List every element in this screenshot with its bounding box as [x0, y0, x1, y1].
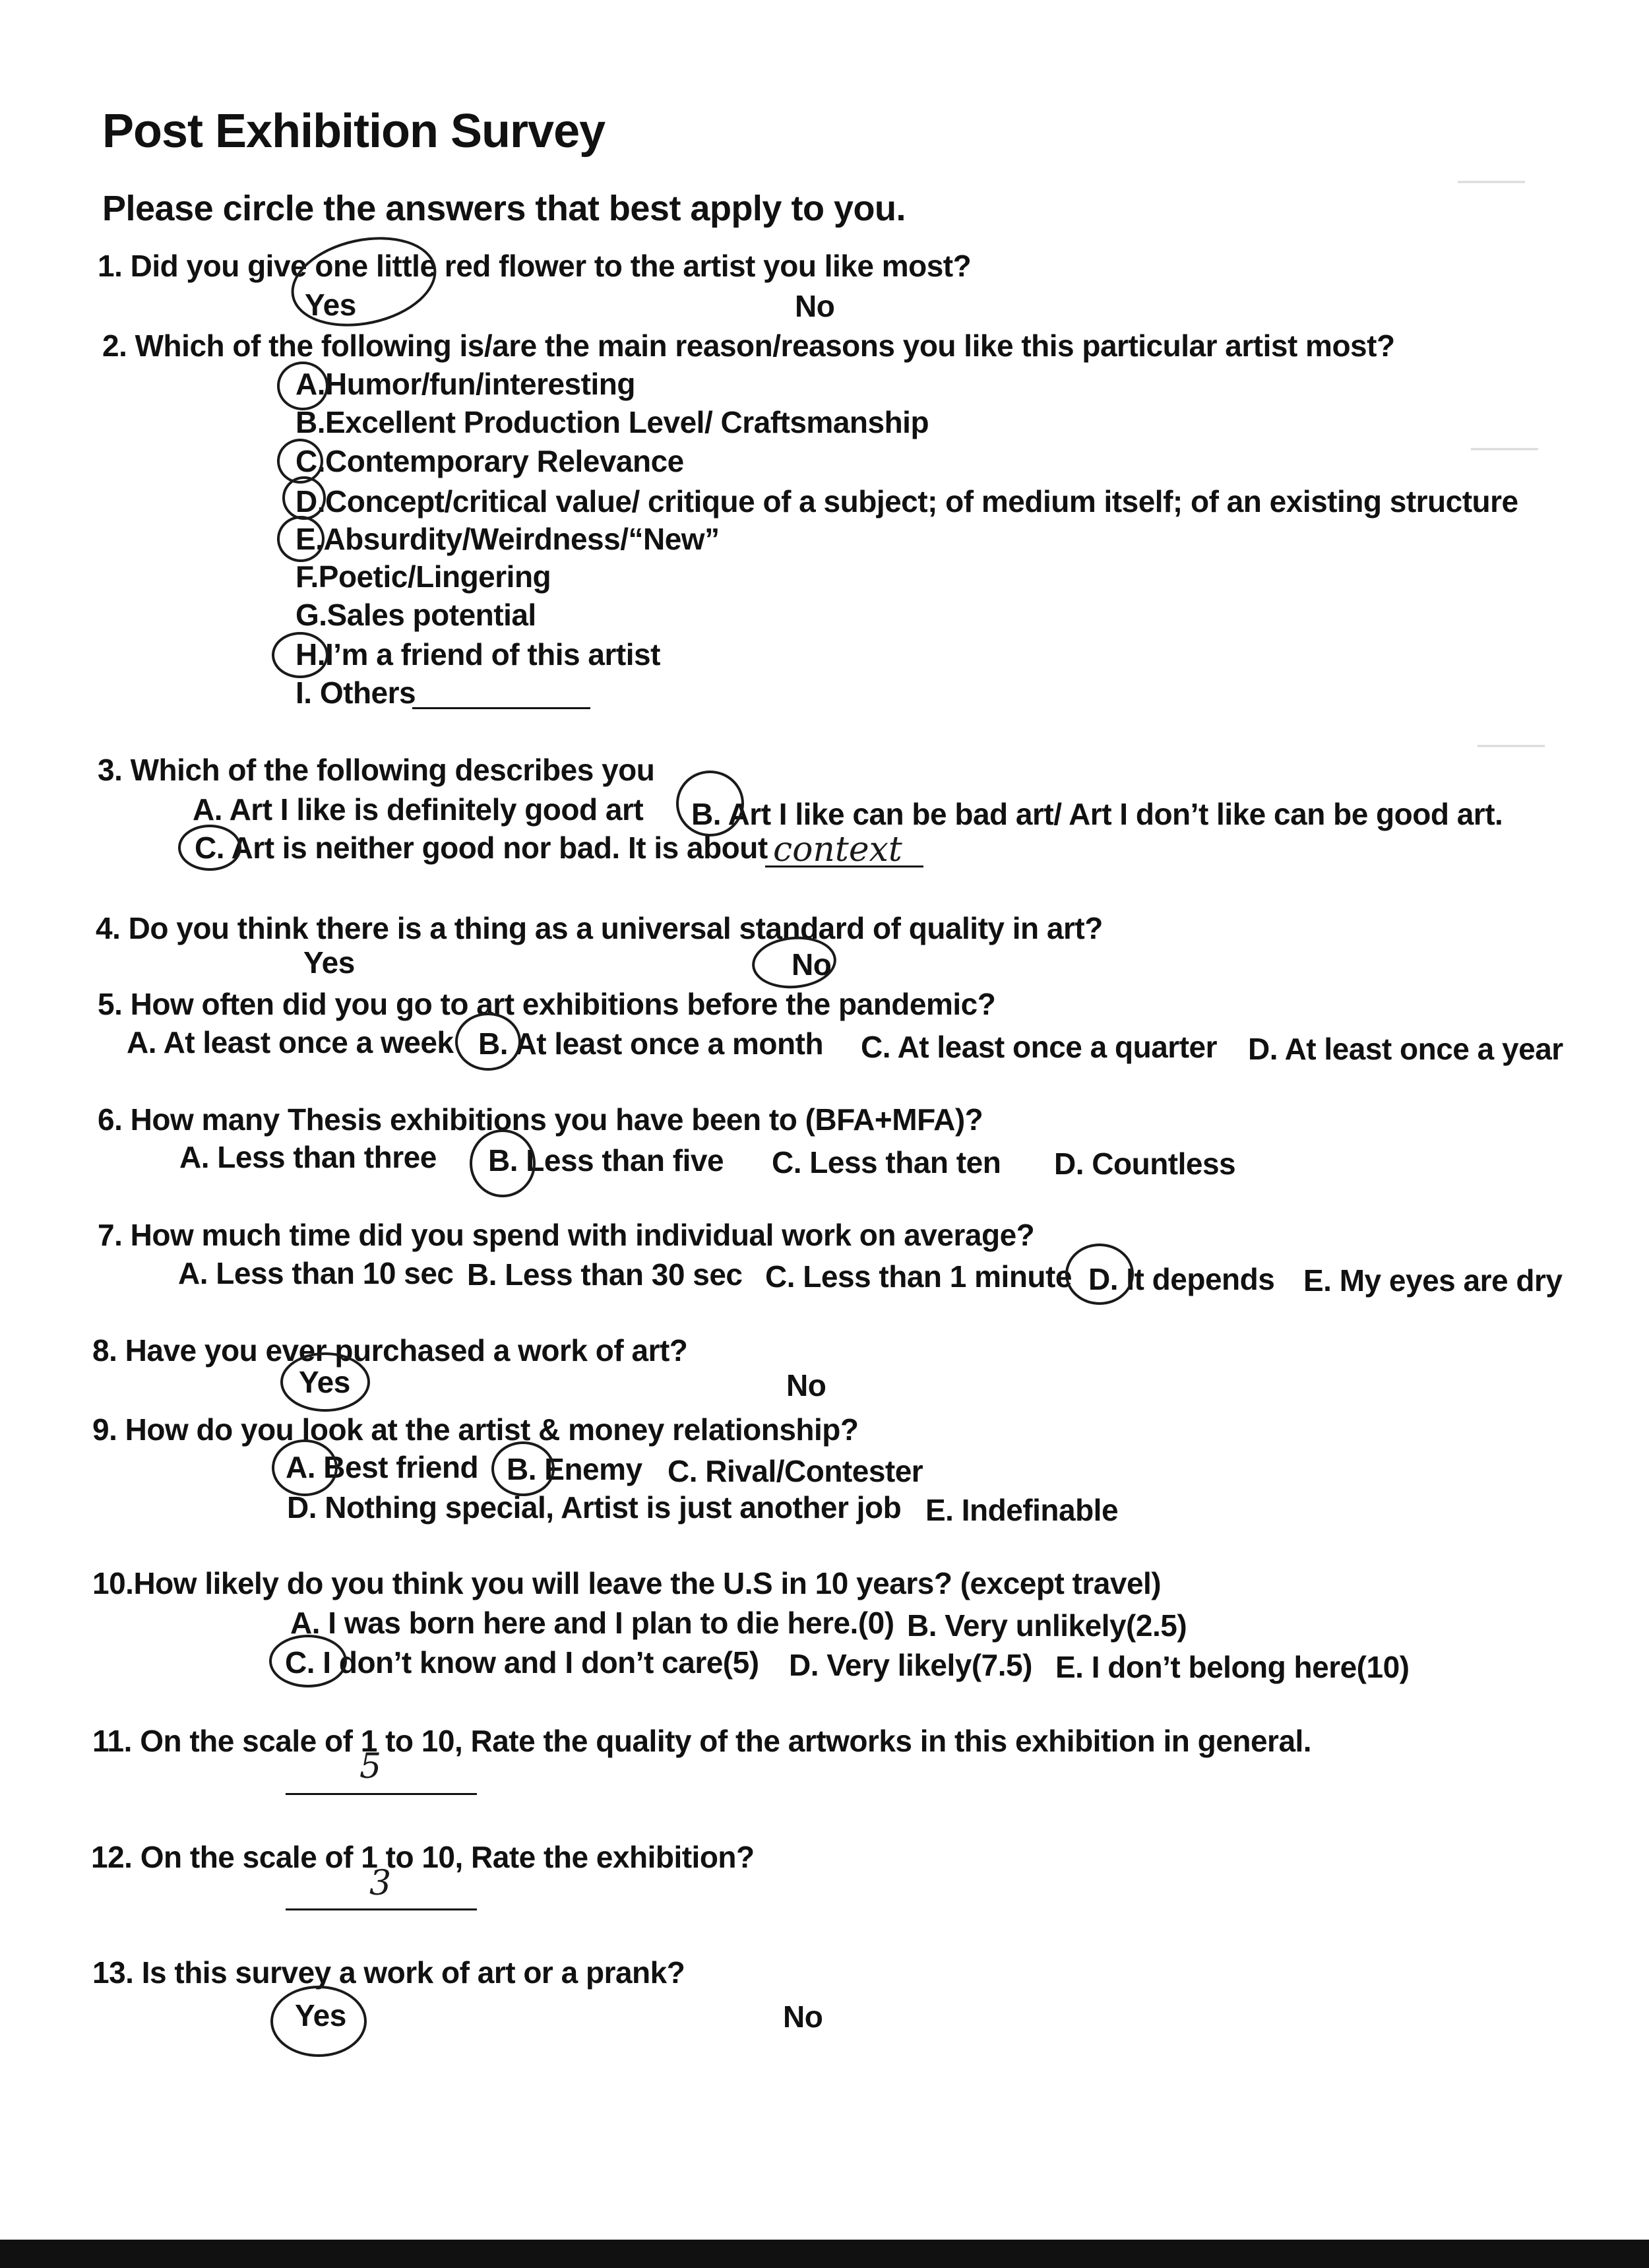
q6-option-a[interactable]: A. Less than three — [179, 1140, 437, 1174]
q6-option-c[interactable]: C. Less than ten — [772, 1145, 1001, 1180]
q9-option-b[interactable]: B. Enemy — [507, 1452, 642, 1486]
q5-option-c[interactable]: C. At least once a quarter — [861, 1030, 1218, 1064]
q7-option-a[interactable]: A. Less than 10 sec — [178, 1256, 454, 1290]
q2-option-h[interactable]: H.I’m a friend of this artist — [296, 637, 660, 672]
q9-option-d[interactable]: D. Nothing special, Artist is just another job — [287, 1490, 902, 1525]
q3-b-circle — [676, 771, 744, 836]
q7-d-circle — [1065, 1244, 1134, 1305]
q2-a-circle — [277, 362, 328, 410]
bleed-through-text: ——— — [1478, 732, 1545, 757]
q1-option-no[interactable]: No — [795, 289, 835, 323]
q11-answer-blank[interactable] — [286, 1793, 477, 1795]
q13-option-no[interactable]: No — [783, 2000, 823, 2034]
q5-option-a[interactable]: A. At least once a week — [127, 1025, 454, 1059]
q4-option-yes[interactable]: Yes — [303, 945, 355, 980]
question-2: 2. Which of the following is/are the main reason/reasons you like this particular artist most? — [102, 329, 1395, 363]
q3-option-a[interactable]: A. Art I like is definitely good art — [193, 792, 644, 827]
q10-option-d[interactable]: D. Very likely(7.5) — [789, 1648, 1032, 1682]
q7-option-d[interactable]: D. It depends — [1088, 1262, 1275, 1296]
q12-answer-blank[interactable] — [286, 1908, 477, 1910]
q10-option-b[interactable]: B. Very unlikely(2.5) — [907, 1608, 1187, 1643]
q11-handwritten-answer: 5 — [359, 1747, 382, 1786]
q10-option-c[interactable]: C. I don’t know and I don’t care(5) — [285, 1645, 759, 1680]
bleed-through-text: ——— — [1458, 168, 1525, 193]
q2-option-i[interactable]: I. Others — [296, 676, 416, 710]
survey-title: Post Exhibition Survey — [102, 105, 606, 158]
q1-option-yes[interactable]: Yes — [305, 288, 356, 322]
question-4: 4. Do you think there is a thing as a universal standard of quality in art? — [96, 911, 1103, 945]
question-5: 5. How often did you go to art exhibitions before the pandemic? — [98, 987, 996, 1021]
q12-handwritten-answer: 3 — [369, 1864, 392, 1903]
q8-option-yes[interactable]: Yes — [299, 1365, 350, 1399]
q3-option-c[interactable]: C. Art is neither good nor bad. It is about — [195, 831, 768, 865]
q2-option-g[interactable]: G.Sales potential — [296, 598, 536, 632]
q9-a-circle — [272, 1439, 338, 1496]
q3-option-b[interactable]: B. Art I like can be bad art/ Art I don’t like can be good art. — [691, 797, 1503, 831]
question-6: 6. How many Thesis exhibitions you have been to (BFA+MFA)? — [98, 1102, 983, 1137]
q2-option-f[interactable]: F.Poetic/Lingering — [296, 559, 551, 594]
q13-answer-circle — [270, 1986, 367, 2057]
q3-context-handwriting: context — [773, 830, 902, 869]
question-1: 1. Did you give one little red flower to the artist you like most? — [98, 249, 972, 283]
q2-option-a[interactable]: A.Humor/fun/interesting — [296, 367, 635, 401]
question-8: 8. Have you ever purchased a work of art? — [92, 1333, 688, 1368]
q10-option-e[interactable]: E. I don’t belong here(10) — [1055, 1650, 1410, 1684]
question-11: 11. On the scale of 1 to 10, Rate the quality of the artworks in this exhibition in general. — [92, 1724, 1312, 1758]
q9-b-circle — [491, 1441, 555, 1496]
question-13: 13. Is this survey a work of art or a prank? — [92, 1955, 685, 1990]
bleed-through-text: ——— — [1471, 435, 1538, 460]
question-10: 10.How likely do you think you will leave the U.S in 10 years? (except travel) — [92, 1566, 1162, 1600]
question-7: 7. How much time did you spend with individual work on average? — [98, 1218, 1035, 1252]
q6-option-d[interactable]: D. Countless — [1054, 1147, 1236, 1181]
q13-option-yes[interactable]: Yes — [295, 1998, 346, 2032]
q9-option-a[interactable]: A. Best friend — [286, 1450, 479, 1484]
q5-b-circle — [455, 1013, 521, 1071]
q6-option-b[interactable]: B. Less than five — [488, 1143, 724, 1178]
survey-instruction: Please circle the answers that best apply to you. — [102, 189, 906, 228]
q7-option-e[interactable]: E. My eyes are dry — [1303, 1263, 1563, 1298]
q2-option-d[interactable]: D.Concept/critical value/ critique of a subject; of medium itself; of an existing structure — [296, 484, 1518, 519]
q3-c-circle — [178, 825, 241, 871]
q10-c-circle — [269, 1635, 347, 1687]
q6-b-circle — [470, 1129, 536, 1197]
q7-option-b[interactable]: B. Less than 30 sec — [467, 1257, 743, 1292]
q5-option-d[interactable]: D. At least once a year — [1248, 1032, 1563, 1066]
scan-edge-bar — [0, 2240, 1649, 2268]
q9-option-c[interactable]: C. Rival/Contester — [668, 1454, 923, 1488]
q2-d-circle — [282, 476, 326, 520]
question-9: 9. How do you look at the artist & money relationship? — [92, 1412, 859, 1447]
q2-option-e[interactable]: E.Absurdity/Weirdness/“New” — [296, 522, 720, 556]
q5-option-b[interactable]: B. At least once a month — [478, 1026, 824, 1061]
q2-h-circle — [272, 632, 328, 678]
question-12: 12. On the scale of 1 to 10, Rate the exhibition? — [91, 1840, 755, 1874]
q8-option-no[interactable]: No — [786, 1368, 826, 1402]
q4-option-no[interactable]: No — [792, 947, 832, 982]
q9-option-e[interactable]: E. Indefinable — [925, 1493, 1119, 1527]
q10-option-a[interactable]: A. I was born here and I plan to die here.(0) — [290, 1606, 894, 1640]
q2-option-c[interactable]: C.Contemporary Relevance — [296, 444, 684, 478]
q2-others-blank[interactable] — [412, 707, 590, 709]
question-3: 3. Which of the following describes you — [98, 753, 655, 787]
q7-option-c[interactable]: C. Less than 1 minute — [765, 1259, 1072, 1294]
q8-answer-circle — [280, 1352, 370, 1412]
q2-e-circle — [277, 516, 325, 562]
q2-option-b[interactable]: B.Excellent Production Level/ Craftsmanship — [296, 405, 929, 439]
